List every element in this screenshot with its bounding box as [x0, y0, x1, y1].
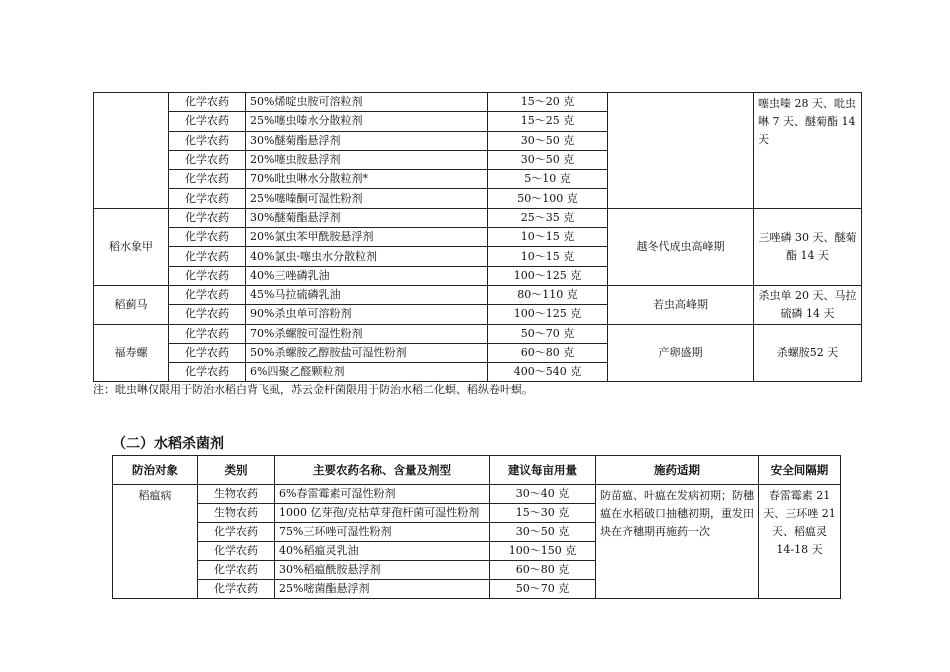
table-row [94, 324, 862, 343]
header-interval: 安全间隔期 [759, 456, 841, 485]
pesticide-cell: 6%四聚乙醛颗粒剂 [246, 363, 488, 382]
dosage-cell: 5～10 克 [488, 170, 608, 189]
category-cell: 生物农药 [198, 504, 275, 523]
interval-cell: 春雷霉素 21 天、三环唑 21 天、稻瘟灵 14-18 天 [759, 485, 841, 599]
pesticide-cell: 30%醚菊酯悬浮剂 [246, 131, 488, 150]
dosage-cell: 15～20 克 [488, 93, 608, 112]
interval-cell: 杀螺胺52 天 [754, 324, 862, 382]
table-row [94, 93, 862, 112]
dosage-cell: 15～30 克 [490, 504, 596, 523]
header-dosage: 建议每亩用量 [490, 456, 596, 485]
category-cell: 化学农药 [169, 305, 246, 324]
dosage-cell: 50～100 克 [488, 189, 608, 208]
dosage-cell: 60～80 克 [490, 561, 596, 580]
dosage-cell: 15～25 克 [488, 112, 608, 131]
pesticide-cell: 50%杀螺胺乙醇胺盐可湿性粉剂 [246, 343, 488, 362]
category-cell: 化学农药 [169, 170, 246, 189]
header-target: 防治对象 [113, 456, 198, 485]
target-cell: 稻瘟病 [113, 485, 198, 599]
dosage-cell: 30～40 克 [490, 485, 596, 504]
dosage-cell: 30～50 克 [490, 523, 596, 542]
interval-cell: 杀虫单 20 天、马拉硫磷 14 天 [754, 285, 862, 324]
pesticide-cell: 20%氯虫苯甲酰胺悬浮剂 [246, 228, 488, 247]
dosage-cell: 100～125 克 [488, 266, 608, 285]
dosage-cell: 100～150 克 [490, 542, 596, 561]
category-cell: 化学农药 [198, 580, 275, 599]
pesticide-cell: 40%三唑磷乳油 [246, 266, 488, 285]
target-cell: 稻蓟马 [94, 285, 169, 324]
dosage-cell: 50～70 克 [490, 580, 596, 599]
table-row [94, 208, 862, 227]
interval-cell: 噻虫嗪 28 天、吡虫啉 7 天、醚菊酯 14 天 [754, 93, 862, 209]
header-category: 类别 [198, 456, 275, 485]
pesticide-cell: 40%稻瘟灵乳油 [275, 542, 490, 561]
table-row [94, 285, 862, 304]
target-cell: 福寿螺 [94, 324, 169, 382]
pesticide-cell: 20%噻虫胺悬浮剂 [246, 150, 488, 169]
category-cell: 化学农药 [169, 112, 246, 131]
table-row [113, 485, 841, 504]
category-cell: 化学农药 [169, 266, 246, 285]
category-cell: 化学农药 [198, 542, 275, 561]
category-cell: 化学农药 [169, 150, 246, 169]
pesticide-cell: 75%三环唑可湿性粉剂 [275, 523, 490, 542]
dosage-cell: 10～15 克 [488, 247, 608, 266]
category-cell: 化学农药 [169, 228, 246, 247]
category-cell: 化学农药 [169, 189, 246, 208]
dosage-cell: 10～15 克 [488, 228, 608, 247]
dosage-cell: 80～110 克 [488, 285, 608, 304]
pesticide-cell: 6%春雷霉素可湿性粉剂 [275, 485, 490, 504]
category-cell: 化学农药 [169, 208, 246, 227]
dosage-cell: 50～70 克 [488, 324, 608, 343]
period-cell-empty [608, 93, 754, 209]
insecticide-table [93, 92, 862, 382]
category-cell: 生物农药 [198, 485, 275, 504]
target-cell-empty [94, 93, 169, 209]
category-cell: 化学农药 [169, 93, 246, 112]
category-cell: 化学农药 [169, 285, 246, 304]
dosage-cell: 25～35 克 [488, 208, 608, 227]
pesticide-cell: 30%醚菊酯悬浮剂 [246, 208, 488, 227]
section-title: （二）水稻杀菌剂 [112, 436, 224, 452]
category-cell: 化学农药 [198, 561, 275, 580]
pesticide-cell: 70%杀螺胺可湿性粉剂 [246, 324, 488, 343]
period-cell: 若虫高峰期 [608, 285, 754, 324]
dosage-cell: 400～540 克 [488, 363, 608, 382]
dosage-cell: 60～80 克 [488, 343, 608, 362]
category-cell: 化学农药 [169, 324, 246, 343]
pesticide-cell: 90%杀虫单可溶粉剂 [246, 305, 488, 324]
pesticide-cell: 25%噻虫嗪水分散粒剂 [246, 112, 488, 131]
interval-cell: 三唑磷 30 天、醚菊酯 14 天 [754, 208, 862, 285]
dosage-cell: 30～50 克 [488, 150, 608, 169]
pesticide-cell: 70%吡虫啉水分散粒剂* [246, 170, 488, 189]
target-cell: 稻水象甲 [94, 208, 169, 285]
fungicide-table [112, 455, 841, 599]
pesticide-cell: 25%嘧菌酯悬浮剂 [275, 580, 490, 599]
category-cell: 化学农药 [169, 343, 246, 362]
category-cell: 化学农药 [169, 131, 246, 150]
header-row [113, 456, 841, 485]
period-cell: 产卵盛期 [608, 324, 754, 382]
category-cell: 化学农药 [198, 523, 275, 542]
pesticide-cell: 45%马拉硫磷乳油 [246, 285, 488, 304]
pesticide-cell: 30%稻瘟酰胺悬浮剂 [275, 561, 490, 580]
period-cell: 越冬代成虫高峰期 [608, 208, 754, 285]
pesticide-cell: 50%烯啶虫胺可溶粒剂 [246, 93, 488, 112]
period-cell: 防苗瘟、叶瘟在发病初期；防穗瘟在水稻破口抽穗初期，重发田块在齐穗期再施药一次 [596, 485, 759, 599]
dosage-cell: 30～50 克 [488, 131, 608, 150]
header-period: 施药适期 [596, 456, 759, 485]
dosage-cell: 100～125 克 [488, 305, 608, 324]
category-cell: 化学农药 [169, 247, 246, 266]
table-footnote: 注：吡虫啉仅限用于防治水稻白背飞虱，苏云金杆菌限用于防治水稻二化螟、稻纵卷叶螟。 [93, 383, 533, 396]
category-cell: 化学农药 [169, 363, 246, 382]
pesticide-cell: 40%氯虫·噻虫水分散粒剂 [246, 247, 488, 266]
header-pesticide: 主要农药名称、含量及剂型 [275, 456, 490, 485]
pesticide-cell: 25%噻嗪酮可湿性粉剂 [246, 189, 488, 208]
pesticide-cell: 1000 亿芽孢/克枯草芽孢杆菌可湿性粉剂 [275, 504, 490, 523]
